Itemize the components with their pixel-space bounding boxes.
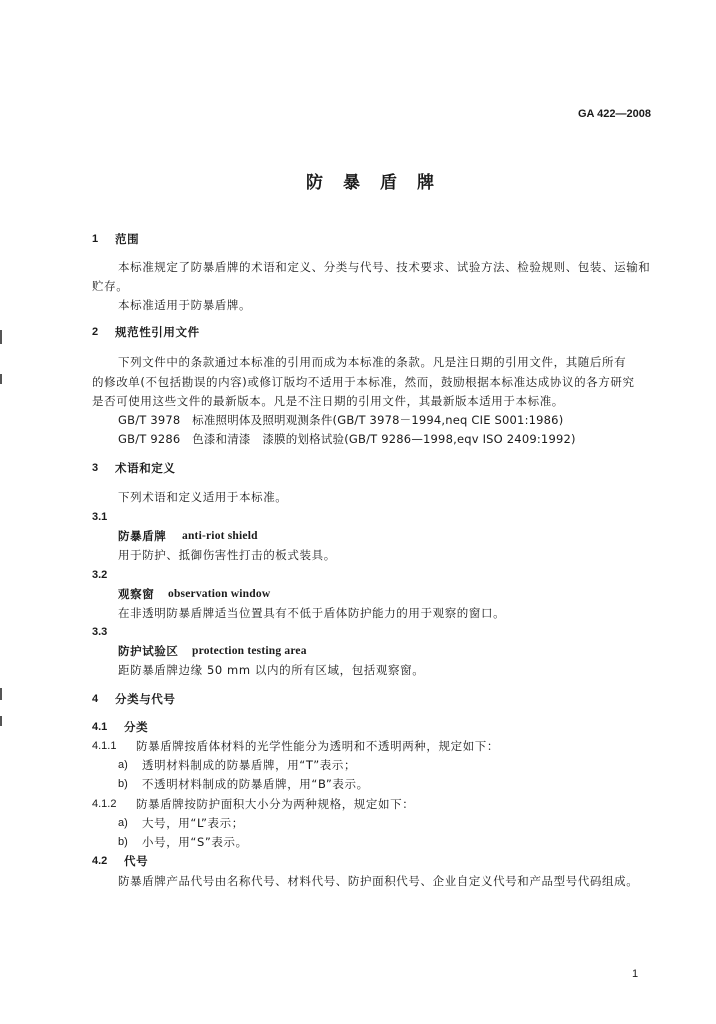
section-1-number: 1 — [92, 233, 99, 245]
list-item-a-text: 透明材料制成的防暴盾牌，用“T”表示； — [142, 758, 357, 772]
section-4-2-number: 4.2 — [92, 855, 108, 867]
reference-gbt-9286: GB/T 9286 色漆和清漆 漆膜的划格试验(GB/T 9286—1998,eqv ISO 2409:1992) — [118, 432, 576, 446]
term-3-3-definition: 距防暴盾牌边缘 50 mm 以内的所有区域，包括观察窗。 — [118, 663, 425, 677]
list-item-a-text: 大号，用“L”表示； — [142, 816, 244, 830]
section-3-number: 3 — [92, 462, 99, 474]
term-3-1-english: anti-riot shield — [182, 530, 258, 542]
standard-number: GA 422—2008 — [578, 108, 651, 120]
term-3-3-chinese: 防护试验区 — [118, 644, 179, 658]
list-item-b-label: b) — [118, 836, 128, 848]
section-1-heading: 范围 — [115, 232, 140, 246]
section-2-para-line-1: 下列文件中的条款通过本标准的引用而成为本标准的条款。凡是注日期的引用文件，其随后所有 — [118, 355, 627, 369]
section-4-1-2-text: 防暴盾牌按防护面积大小分为两种规格，规定如下： — [136, 797, 415, 811]
term-3-2-chinese: 观察窗 — [118, 587, 155, 601]
section-2-para-line-2: 的修改单(不包括勘误的内容)或修订版均不适用于本标准，然而，鼓励根据本标准达成协议的各方研究 — [92, 375, 635, 389]
section-2-para-line-3: 是否可使用这些文件的最新版本。凡是不注日期的引用文件，其最新版本适用于本标准。 — [92, 394, 564, 408]
section-2-heading: 规范性引用文件 — [115, 325, 200, 339]
term-3-2-english: observation window — [168, 588, 271, 600]
section-4-number: 4 — [92, 693, 99, 705]
list-item-b-text: 不透明材料制成的防暴盾牌，用“B”表示。 — [142, 777, 369, 791]
section-4-1-1-number: 4.1.1 — [92, 740, 117, 752]
section-1-para-2: 本标准适用于防暴盾牌。 — [118, 298, 252, 312]
term-3-3-english: protection testing area — [192, 645, 307, 657]
section-1-para-1-line-2: 贮存。 — [92, 279, 129, 293]
term-3-3-number: 3.3 — [92, 626, 108, 638]
section-4-heading: 分类与代号 — [115, 692, 176, 706]
term-3-1-definition: 用于防护、抵御伤害性打击的板式装具。 — [118, 548, 336, 562]
list-item-b-text: 小号，用“S”表示。 — [142, 835, 248, 849]
page-number: 1 — [632, 968, 639, 980]
section-4-1-title: 分类 — [124, 720, 149, 734]
scan-mark — [0, 374, 2, 384]
document-title: 防暴盾牌 — [306, 173, 454, 193]
reference-gbt-3978: GB/T 3978 标准照明体及照明观测条件(GB/T 3978－1994,neq CIE S001:1986) — [118, 413, 564, 427]
term-3-1-number: 3.1 — [92, 511, 108, 523]
section-4-1-2-number: 4.1.2 — [92, 798, 117, 810]
list-item-b-label: b) — [118, 778, 128, 790]
list-item-a-label: a) — [118, 759, 128, 771]
term-3-1-chinese: 防暴盾牌 — [118, 529, 167, 543]
term-3-2-number: 3.2 — [92, 569, 108, 581]
section-4-1-number: 4.1 — [92, 721, 108, 733]
section-3-heading: 术语和定义 — [115, 461, 176, 475]
scan-mark — [0, 716, 2, 726]
section-3-intro: 下列术语和定义适用于本标准。 — [118, 490, 288, 504]
list-item-a-label: a) — [118, 817, 128, 829]
section-1-para-1-line-1: 本标准规定了防暴盾牌的术语和定义、分类与代号、技术要求、试验方法、检验规则、包装、运输和 — [118, 260, 651, 274]
section-4-2-title: 代号 — [124, 854, 149, 868]
scan-mark — [0, 688, 2, 700]
section-4-2-text: 防暴盾牌产品代号由名称代号、材料代号、防护面积代号、企业自定义代号和产品型号代码组成。 — [118, 874, 639, 888]
scan-mark — [0, 330, 2, 344]
section-2-number: 2 — [92, 326, 99, 338]
term-3-2-definition: 在非透明防暴盾牌适当位置具有不低于盾体防护能力的用于观察的窗口。 — [118, 606, 506, 620]
section-4-1-1-text: 防暴盾牌按盾体材料的光学性能分为透明和不透明两种，规定如下： — [136, 739, 499, 753]
